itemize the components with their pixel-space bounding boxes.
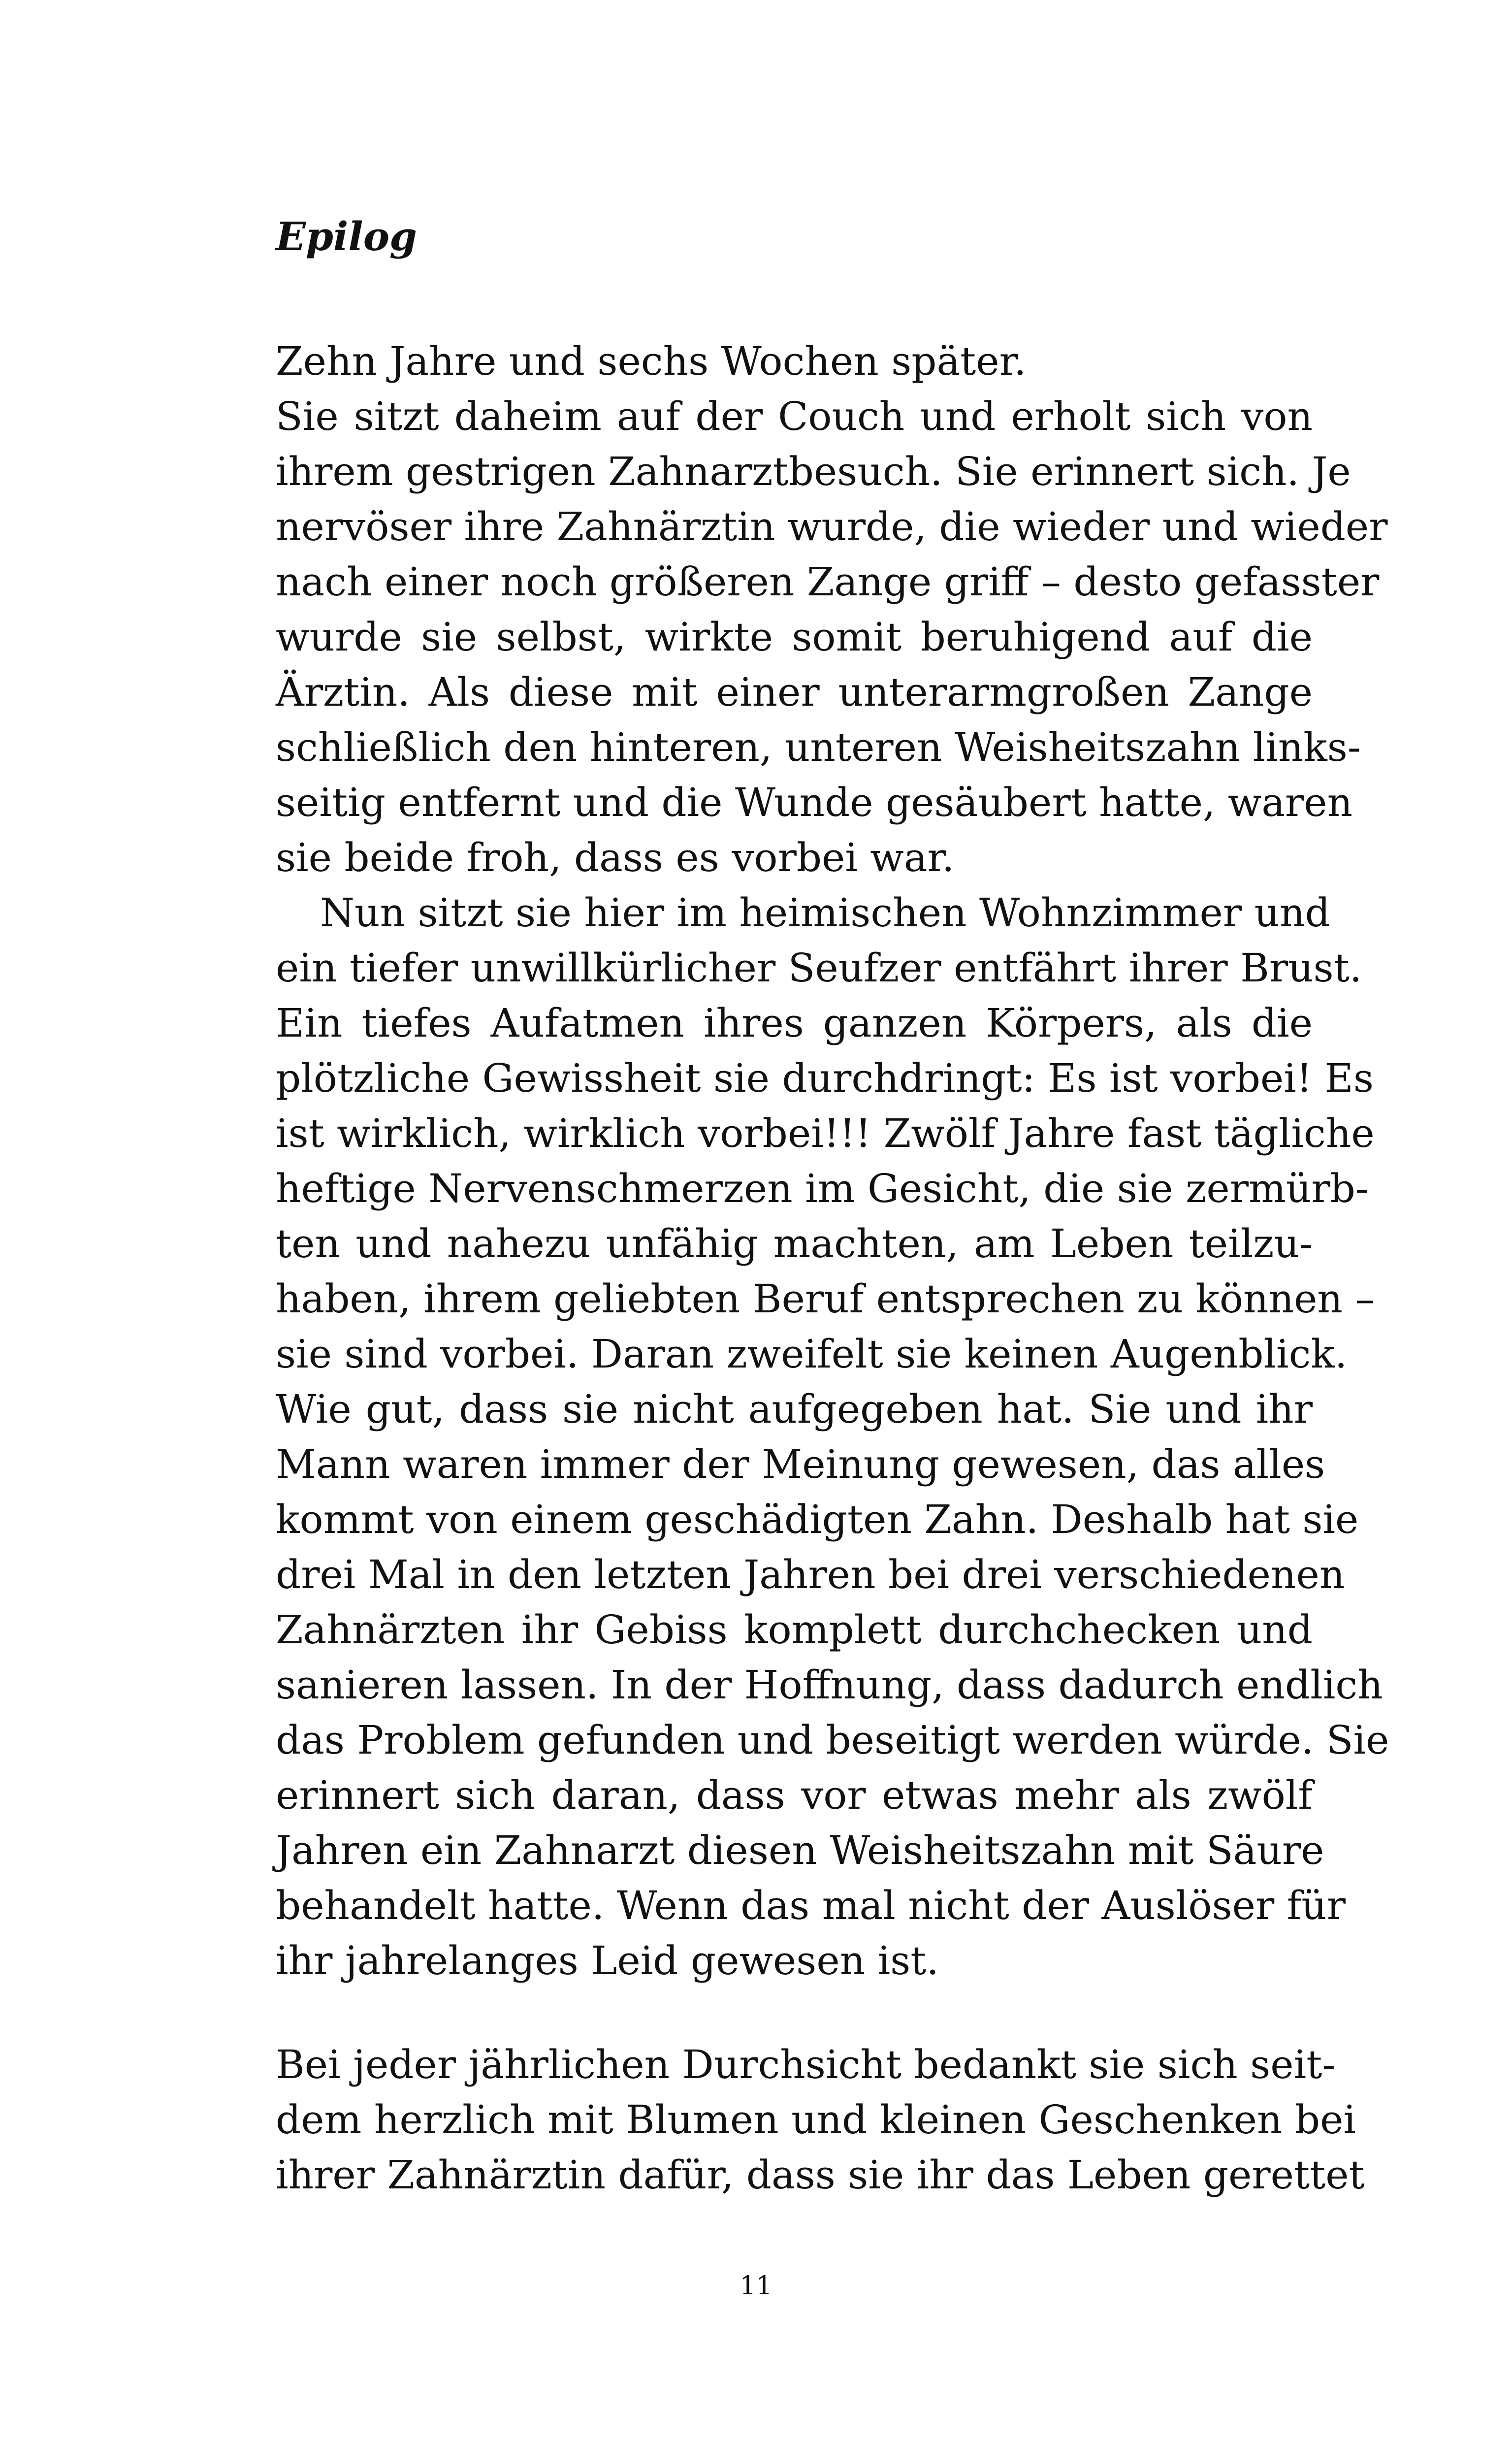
text-line: das Problem gefunden und beseitigt werden würde. Sie	[276, 1717, 1389, 1763]
text-line: wurde sie selbst, wirkte somit beruhigend auf die	[276, 614, 1313, 660]
text-line: ihr jahrelanges Leid gewesen ist.	[276, 1938, 939, 1984]
text-line: kommt von einem geschädigten Zahn. Deshalb hat sie	[276, 1497, 1359, 1542]
text-line: Ein tiefes Aufatmen ihres ganzen Körpers, als die	[276, 1000, 1313, 1046]
text-line: plötzliche Gewissheit sie durchdringt: Es ist vorbei! Es	[276, 1055, 1374, 1101]
text-line: nach einer noch größeren Zange griff – desto gefasster	[276, 559, 1380, 605]
text-line: Zahnärzten ihr Gebiss komplett durchchecken und	[276, 1607, 1313, 1653]
text-line: behandelt hatte. Wenn das mal nicht der Auslöser für	[276, 1883, 1346, 1928]
page-number: 11	[740, 2271, 772, 2301]
text-line: Jahren ein Zahnarzt diesen Weisheitszahn mit Säure	[276, 1827, 1324, 1873]
body-text-block	[276, 334, 1389, 1988]
text-line: seitig entfernt und die Wunde gesäubert hatte, waren	[276, 780, 1353, 825]
text-line: haben, ihrem geliebten Beruf entsprechen zu können –	[276, 1276, 1375, 1322]
text-line: Mann waren immer der Meinung gewesen, das alles	[276, 1441, 1325, 1487]
text-line: Ärztin. Als diese mit einer unterarmgroßen Zange	[276, 669, 1313, 715]
text-line: Wie gut, dass sie nicht aufgegeben hat. Sie und ihr	[276, 1386, 1313, 1432]
text-line: nervöser ihre Zahnärztin wurde, die wieder und wieder	[276, 504, 1388, 550]
text-line: Nun sitzt sie hier im heimischen Wohnzimmer und	[320, 890, 1330, 936]
text-line: Zehn Jahre und sechs Wochen später.	[276, 338, 1027, 384]
text-line: schließlich den hinteren, unteren Weisheitszahn links-	[276, 724, 1361, 770]
text-line: ein tiefer unwillkürlicher Seufzer entfährt ihrer Brust.	[276, 945, 1362, 991]
text-line: Sie sitzt daheim auf der Couch und erholt sich von	[276, 393, 1313, 439]
text-line: Bei jeder jährlichen Durchsicht bedankt sie sich seit-	[276, 2042, 1336, 2087]
text-line: sie sind vorbei. Daran zweifelt sie keinen Augenblick.	[276, 1331, 1348, 1377]
text-line: ihrem gestrigen Zahnarztbesuch. Sie erinnert sich. Je	[276, 449, 1351, 494]
text-line: sie beide froh, dass es vorbei war.	[276, 835, 955, 880]
text-line: ist wirklich, wirklich vorbei!!! Zwölf Jahre fast tägliche	[276, 1110, 1375, 1156]
text-line: sanieren lassen. In der Hoffnung, dass dadurch endlich	[276, 1662, 1383, 1708]
text-line: erinnert sich daran, dass vor etwas mehr als zwölf	[276, 1772, 1313, 1818]
text-line: ten und nahezu unfähig machten, am Leben teilzu-	[276, 1221, 1313, 1267]
text-line: drei Mal in den letzten Jahren bei drei verschiedenen	[276, 1552, 1345, 1597]
text-line: dem herzlich mit Blumen und kleinen Geschenken bei	[276, 2097, 1356, 2143]
chapter-heading: Epilog	[276, 213, 417, 260]
text-line: ihrer Zahnärztin dafür, dass sie ihr das Leben gerettet	[276, 2152, 1365, 2198]
text-line: heftige Nervenschmerzen im Gesicht, die sie zermürb-	[276, 1166, 1369, 1211]
body-text-block-continued	[276, 2037, 1365, 2203]
